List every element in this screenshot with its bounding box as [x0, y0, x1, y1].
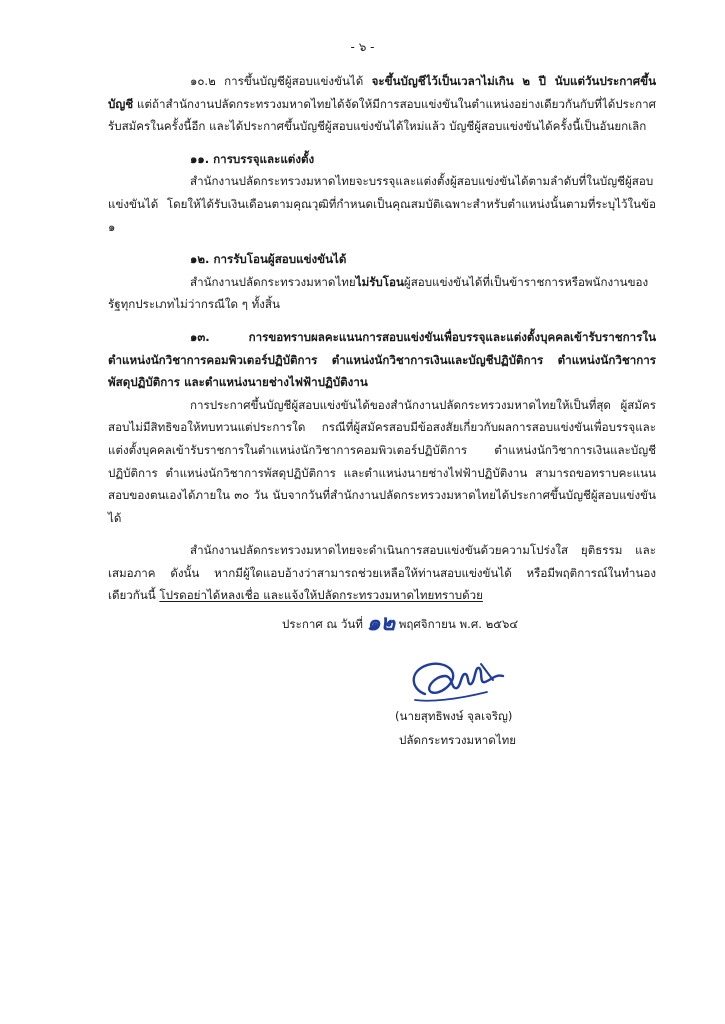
- document-body: [108, 70, 656, 607]
- closing-paragraph: [108, 539, 656, 607]
- section-12-heading: ๑๒. การรับโอนผู้สอบแข่งขันได้: [190, 252, 347, 267]
- page-number: - ๖ -: [350, 40, 375, 54]
- announce-prefix: ประกาศ ณ วันที่: [282, 617, 363, 631]
- closing-text: สำนักงานปลัดกระทรวงมหาดไทยจะดำเนินการสอบแข่งขันด้วยความโปร่งใส ยุติธรรม และเสมอภาค ดังนั้น หากมีผู้ใดแอบอ้างว่าสามารถช่วยเหลือให้ท่านสอบแข่งขันได้ หรือมีพฤติการณ์ในทำนองเดียวกันนี้: [108, 543, 656, 603]
- section-11-heading: ๑๑. การบรรจุและแต่งตั้ง: [190, 151, 315, 166]
- section-10-2-paragraph: [108, 70, 656, 138]
- signatory-name: (นายสุทธิพงษ์ จุลเจริญ): [395, 709, 513, 723]
- section-10-2-text-rest: แต่ถ้าสำนักงานปลัดกระทรวงมหาดไทยได้จัดให้มีการสอบแข่งขันในตำแหน่งอย่างเดียวกันกับที่ได้ประกาศรับสมัครในครั้งนี้อีก และได้ประกาศขึ้นบัญชีผู้สอบแข่งขันได้ใหม่แล้ว บัญชีผู้สอบแข่งขันได้ครั้งนี้เป็นอันยกเลิก: [108, 96, 656, 134]
- signatory-position: ปลัดกระทรวงมหาดไทย: [399, 733, 517, 747]
- section-12-body: [108, 271, 656, 316]
- signature-image: [395, 650, 510, 710]
- section-10-2-text: ๑๐.๒ การขึ้นบัญชีผู้สอบแข่งขันได้: [190, 74, 372, 88]
- section-12-bold: ไม่รับโอน: [355, 274, 404, 289]
- announce-day-handwritten: ๑๒: [366, 610, 396, 636]
- announce-month-year: พฤศจิกายน พ.ศ. ๒๕๖๔: [398, 617, 519, 631]
- section-12-text-rest: ผู้สอบแข่งขันได้ที่เป็นข้าราชการหรือพนักงานของรัฐทุกประเภทไม่ว่ากรณีใด ๆ ทั้งสิ้น: [108, 274, 649, 312]
- section-12-text: สำนักงานปลัดกระทรวงมหาดไทย: [190, 274, 356, 289]
- section-11-body: สำนักงานปลัดกระทรวงมหาดไทยจะบรรจุและแต่งตั้งผู้สอบแข่งขันได้ตามลำดับที่ในบัญชีผู้สอบแข่งขันได้ โดยให้ได้รับเงินเดือนตามคุณวุฒิที่กำหนดเป็นคุณสมบัติเฉพาะสำหรับตำแหน่งนั้นตามที่ระบุไว้ในข้อ ๑: [108, 174, 656, 234]
- section-10-2-bold: จะขึ้นบัญชีไว้เป็นเวลาไม่เกิน ๒ ปี นับแต่วันประกาศขึ้นบัญชี: [108, 74, 657, 111]
- announcement-date-line: [282, 610, 642, 635]
- section-13-body: การประกาศขึ้นบัญชีผู้สอบแข่งขันได้ของสำนักงานปลัดกระทรวงมหาดไทยให้เป็นที่สุด ผู้สมัครสอบไม่มีสิทธิขอให้ทบทวนแต่ประการใด กรณีที่ผู้สมัครสอบมีข้อสงสัยเกี่ยวกับผลการสอบแข่งขันเพื่อบรรจุและแต่งตั้งบุคคลเข้ารับราชการในตำแหน่งนักวิชาการคอมพิวเตอร์ปฏิบัติการ ตำแหน่งนักวิชาการเงินและบัญชีปฏิบัติการ ตำแหน่งนักวิชาการพัสดุปฏิบัติการ และตำแหน่งนายช่างไฟฟ้าปฏิบัติงาน สามารถขอทราบคะแนนสอบของตนเองได้ภายใน ๓๐ วัน นับจากวันที่สำนักงานปลัดกระทรวงมหาดไทยได้ประกาศขึ้นบัญชีผู้สอบแข่งขันได้: [108, 397, 656, 525]
- closing-underlined-text: โปรดอย่าได้หลงเชื่อ และแจ้งให้ปลัดกระทรวงมหาดไทยทราบด้วย: [159, 588, 483, 603]
- section-13-heading: ๑๓. การขอทราบผลคะแนนการสอบแข่งขันเพื่อบรรจุและแต่งตั้งบุคคลเข้ารับราชการในตำแหน่งนักวิชาการคอมพิวเตอร์ปฏิบัติการ ตำแหน่งนักวิชาการเงินและบัญชีปฏิบัติการ ตำแหน่งนักวิชาการพัสดุปฏิบัติการ และตำแหน่งนายช่างไฟฟ้าปฏิบัติงาน: [108, 329, 656, 390]
